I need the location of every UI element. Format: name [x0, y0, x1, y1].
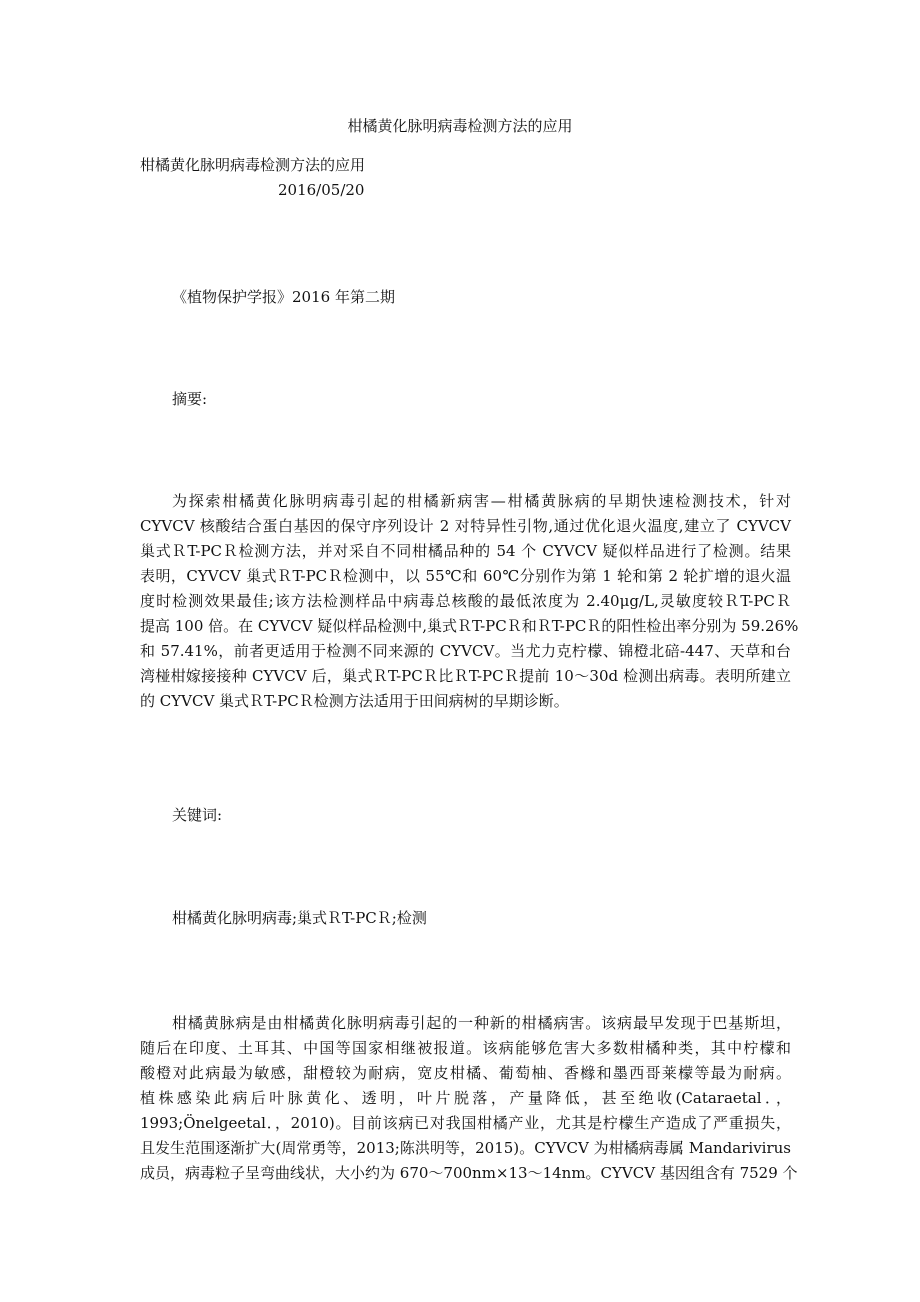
body-line: 成员，病毒粒子呈弯曲线状，大小约为 670～700nm×13～14nm。CYVCV 基因组含有 7529 个: [140, 1164, 798, 1182]
abstract-line: 度时检测效果最佳;该方法检测样品中病毒总核酸的最低浓度为 2.40μg/L,灵敏度较ＲT-PCＲ: [140, 592, 791, 610]
abstract-line: 表明，CYVCV 巢式ＲT-PCＲ检测中，以 55℃和 60℃分别作为第 1 轮和第 2 轮扩增的退火温: [140, 567, 791, 585]
abstract-line: 提高 100 倍。在 CYVCV 疑似样品检测中,巢式ＲT-PCＲ和ＲT-PCＲ的阳性检出率分别为 59.26%: [140, 617, 799, 635]
journal-source: 《植物保护学报》2016 年第二期: [172, 288, 395, 306]
document-title: 柑橘黄化脉明病毒检测方法的应用: [347, 117, 573, 135]
keywords-label: 关键词:: [172, 806, 223, 824]
body-line: 且发生范围逐渐扩大(周常勇等，2013;陈洪明等，2015)。CYVCV 为柑橘病毒属 Mandarivirus: [140, 1139, 791, 1157]
publish-date: 2016/05/20: [278, 181, 365, 199]
abstract-line: 巢式ＲT-PCＲ检测方法，并对采自不同柑橘品种的 54 个 CYVCV 疑似样品进行了检测。结果: [140, 542, 791, 560]
abstract-label: 摘要:: [172, 390, 208, 408]
abstract-line: 和 57.41%，前者更适用于检测不同来源的 CYVCV。当尤力克柠檬、锦橙北碚-447、天草和台: [140, 642, 791, 660]
body-paragraph: [140, 1011, 798, 1186]
abstract-line: CYVCV 核酸结合蛋白基因的保守序列设计 2 对特异性引物,通过优化退火温度,建立了 CYVCV: [140, 517, 791, 535]
body-line: 植株感染此病后叶脉黄化、透明，叶片脱落，产量降低，甚至绝收(Cataraetal．，: [140, 1089, 791, 1107]
body-line: 随后在印度、土耳其、中国等国家相继被报道。该病能够危害大多数柑橘种类，其中柠檬和: [140, 1039, 791, 1057]
body-line: 柑橘黄脉病是由柑橘黄化脉明病毒引起的一种新的柑橘病害。该病最早发现于巴基斯坦，: [172, 1014, 791, 1032]
body-line: 酸橙对此病最为敏感，甜橙较为耐病，宽皮柑橘、葡萄柚、香橼和墨西哥莱檬等最为耐病。: [140, 1064, 791, 1082]
article-heading: 柑橘黄化脉明病毒检测方法的应用: [140, 156, 366, 174]
abstract-paragraph: [140, 489, 799, 714]
body-line: 1993;Önelgeetal．，2010)。目前该病已对我国柑橘产业，尤其是柠檬生产造成了严重损失，: [140, 1114, 791, 1132]
abstract-line: 的 CYVCV 巢式ＲT-PCＲ检测方法适用于田间病树的早期诊断。: [140, 692, 569, 710]
abstract-line: 湾椪柑嫁接接种 CYVCV 后，巢式ＲT-PCＲ比ＲT-PCＲ提前 10～30d 检测出病毒。表明所建立: [140, 667, 791, 685]
abstract-line: 为探索柑橘黄化脉明病毒引起的柑橘新病害—柑橘黄脉病的早期快速检测技术，针对: [172, 492, 791, 510]
keywords-text: 柑橘黄化脉明病毒;巢式ＲT-PCＲ;检测: [172, 909, 427, 927]
